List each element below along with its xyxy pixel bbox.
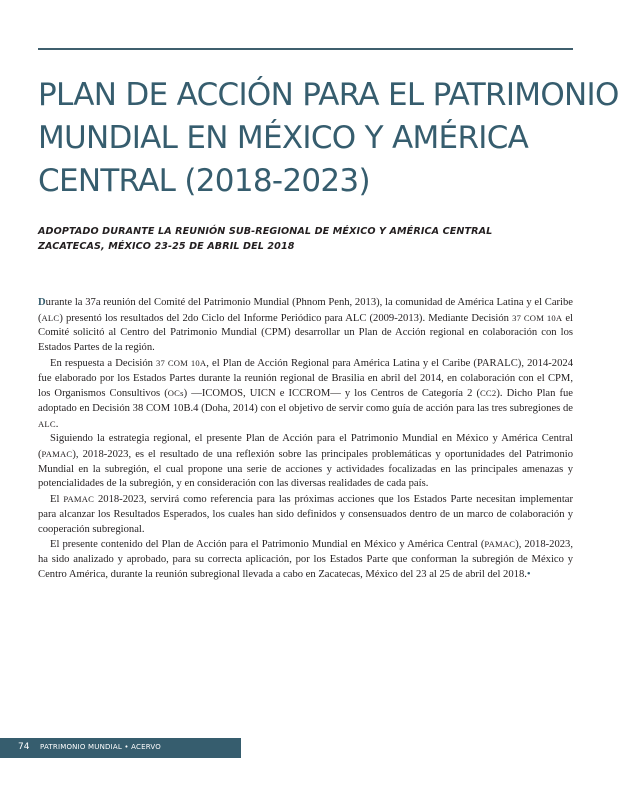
text: ), 2018-2023, es el resultado de una reflexión sobre las principales problemáticas y oportunidades del Patrimonio Mundial en la subregión, el cual propone una serie de acciones y actividades focalizadas en las principales amenazas y potencialidades de la subregión, y en consideración con las diversas realidades de cada país. <box>38 449 573 490</box>
text: El <box>50 494 64 506</box>
text: Siguiendo la estrategia regional, el presente Plan de Acción para el Patrimonio Mundial en México y América Central ( <box>38 433 573 461</box>
text: ). Dicho Plan fue adoptado en Decisión 38 COM 10B.4 (Doha, 2014) con el objetivo de servir como guía de acción para las tres subregiones de <box>38 388 573 414</box>
abbr: PAMAC <box>41 449 73 460</box>
title-line: PLAN DE ACCIÓN PARA EL PATRIMONIO <box>38 77 619 113</box>
footer-bar <box>0 738 241 758</box>
paragraph <box>38 356 573 433</box>
text: el Comité solicitó al Centro del Patrimonio Mundial (CPM) desarrollar un Plan de Acción regional en colaboración con los Estados Partes de la región. <box>38 312 573 354</box>
title-line: CENTRAL (2018-2023) <box>38 163 370 199</box>
paragraph <box>38 537 573 582</box>
text: En respuesta a Decisión <box>50 357 157 369</box>
text: . <box>55 418 59 430</box>
abbr: ALC <box>38 418 56 429</box>
paragraph <box>38 432 573 492</box>
drop-cap: D <box>38 297 46 308</box>
abbr: OCs <box>167 388 184 399</box>
text: ) presentó los resultados del 2do Ciclo del Informe Periódico para ALC (2009-2013). Mediante Decisión <box>59 312 513 324</box>
top-rule <box>38 48 573 50</box>
abbr: 37 COM 10A <box>156 357 207 368</box>
abbr: 37 COM 10A <box>512 312 563 323</box>
page-title <box>38 74 619 203</box>
abbr: PAMAC <box>484 539 516 550</box>
abbr: PAMAC <box>63 494 95 505</box>
subtitle-line: ADOPTADO DURANTE LA REUNIÓN SUB-REGIONAL DE MÉXICO Y AMÉRICA CENTRAL <box>38 226 493 237</box>
subtitle-line: ZACATECAS, MÉXICO 23-25 DE ABRIL DEL 2018 <box>38 241 295 252</box>
end-mark: • <box>526 568 531 580</box>
subtitle <box>38 224 583 254</box>
text: urante la 37a reunión del Comité del Patrimonio Mundial (Phnom Penh, 2013), la comunidad de América Latina y el Caribe ( <box>38 297 573 324</box>
text: El presente contenido del Plan de Acción para el Patrimonio Mundial en México y América Central ( <box>50 539 485 551</box>
paragraph <box>38 492 573 537</box>
text: ), 2018-2023, ha sido analizado y aprobado, para su correcta aplicación, por los Estados Parte que conforman la subregión de México y Centro América, durante la reunión subregional llevada a cabo en Zacatecas, México del 23 al 25 de abril del 2018. <box>38 539 573 580</box>
body-text <box>38 296 573 582</box>
page-number: 74 <box>18 742 30 752</box>
text: 2018-2023, servirá como referencia para las próximas acciones que los Estados Parte necesitan implementar para alcanzar los Resultados Esperados, los cuales han sido definidos y consensuados dentro de un marco de colaboración y cooperación subregional. <box>38 494 573 535</box>
text: ) —ICOMOS, UICN e ICCROM— y los Centros de Categoría 2 ( <box>183 388 480 400</box>
title-line: MUNDIAL EN MÉXICO Y AMÉRICA <box>38 120 529 156</box>
text: , el Plan de Acción Regional para América Latina y el Caribe (PARALC), 2014-2024 fue elaborado por los Estados Partes durante la reunión regional de Brasilia en abril del 2014, en colaboración con el CPM, los Organismos Consultivos ( <box>38 357 573 400</box>
footer-section: PATRIMONIO MUNDIAL • ACERVO <box>40 743 161 751</box>
abbr: ALC <box>41 312 60 323</box>
abbr: CC2 <box>479 388 497 399</box>
paragraph <box>38 296 573 356</box>
